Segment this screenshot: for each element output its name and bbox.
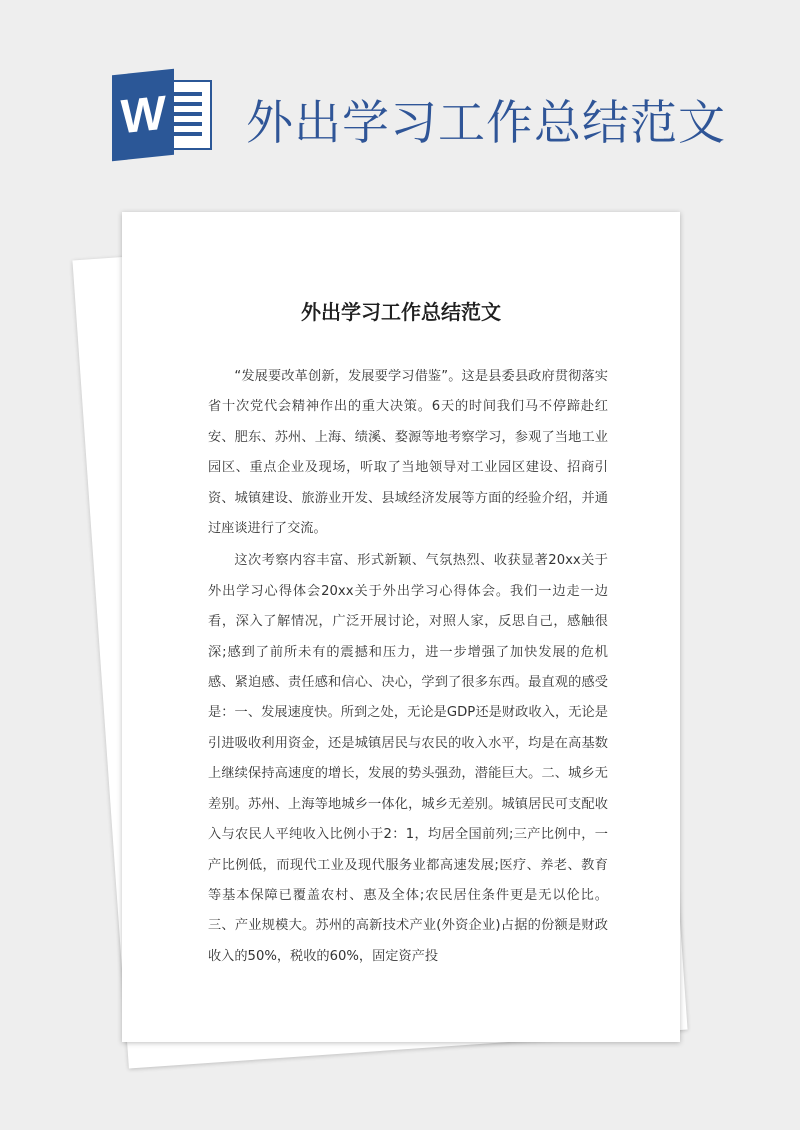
word-logo-icon (112, 72, 212, 158)
document-page (122, 212, 680, 1042)
banner-title: 外出学习工作总结范文 (246, 96, 726, 151)
word-letter-icon: W (112, 69, 174, 162)
paragraph-1: “发展要改革创新，发展要学习借鉴”。这是县委县政府贯彻落实省十次党代会精神作出的重大决策。6天的时间我们马不停蹄赴红安、肥东、苏州、上海、绩溪、婺源等地考察学习，参观了当地工业园区、重点企业及现场，听取了当地领导对工业园区建设、招商引资、城镇建设、旅游业开发、县域经济发展等方面的经验介绍，并通过座谈进行了交流。 (208, 369, 608, 537)
document-title: 外出学习工作总结范文 (301, 300, 501, 324)
document-body (208, 362, 608, 972)
paragraph-2: 这次考察内容丰富、形式新颖、气氛热烈、收获显著20xx关于外出学习心得体会20xx关于外出学习心得体会。我们一边走一边看，深入了解情况，广泛开展讨论，对照人家，反思自己，感触很深;感到了前所未有的震撼和压力，进一步增强了加快发展的危机感、紧迫感、责任感和信心、决心，学到了很多东西。最直观的感受是：一、发展速度快。所到之处，无论是GDP还是财政收入，无论是引进吸收利用资金，还是城镇居民与农民的收入水平，均是在高基数上继续保持高速度的增长，发展的势头强劲，潜能巨大。二、城乡无差别。苏州、上海等地城乡一体化，城乡无差别。城镇居民可支配收入与农民人平纯收入比例小于2：1，均居全国前列;三产比例中，一产比例低，而现代工业及现代服务业都高速发展;医疗、养老、教育等基本保障已覆盖农村、惠及全体;农民居住条件更是无以伦比。三、产业规模大。苏州的高新技术产业(外资企业)占据的份额是财政收入的50%，税收的60%，固定资产投 (208, 553, 608, 964)
